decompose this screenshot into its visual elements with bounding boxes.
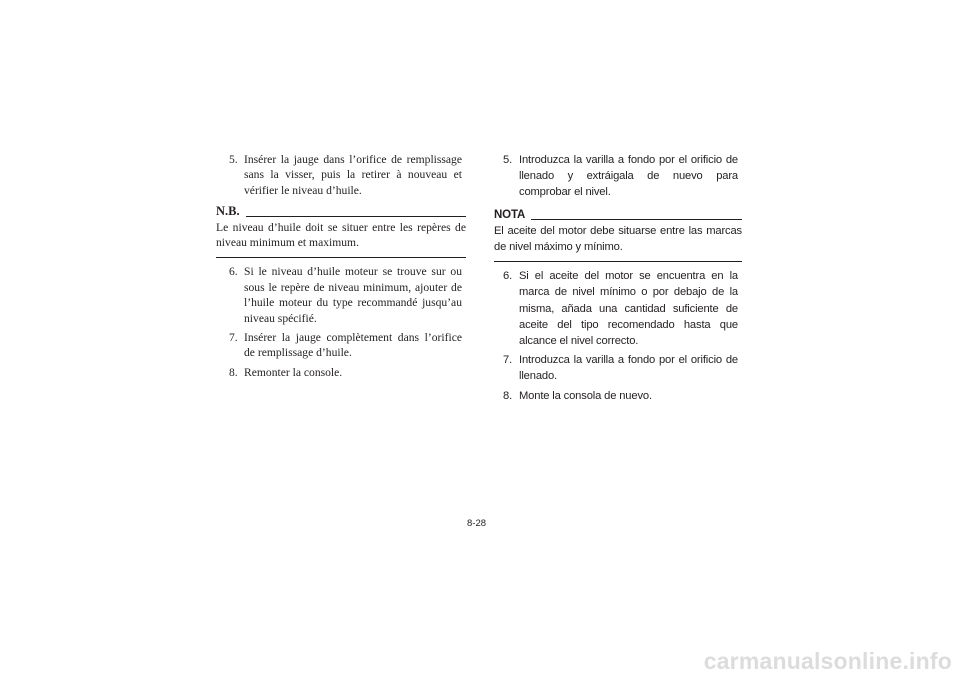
spanish-column [494,152,742,407]
note-rule [246,216,466,217]
step-number: 6. [503,270,513,283]
spanish-step-5 [494,152,742,201]
spanish-steps-after-note [494,268,742,404]
step-text: Si el aceite del motor se encuentra en la marca de nivel mínimo o por debajo de la misma, añada una cantidad suficiente de aceite del tipo recomendado hasta que alcance el nivel correcto. [519,270,738,348]
note-heading [216,204,466,219]
step-number: 8. [229,365,238,379]
french-step-8 [216,365,466,380]
spanish-step-8 [494,388,742,404]
french-note [216,204,466,258]
french-steps-after-note [216,264,466,380]
french-step-5 [216,152,466,198]
step-text: Insérer la jauge complètement dans l’orifice de remplissage d’huile. [244,331,462,360]
step-text: Introduzca la varilla a fondo por el orificio de llenado. [519,354,738,383]
note-heading [494,207,742,223]
step-text: Remonter la console. [244,365,343,379]
french-step-6 [216,264,466,326]
note-rule [531,219,742,220]
step-text: Introduzca la varilla a fondo por el orificio de llenado y extráigala de nuevo para comprobar el nivel. [519,154,738,199]
step-text: Si le niveau d’huile moteur se trouve sur ou sous le repère de niveau minimum, ajouter de l’huile moteur du type recommandé jusqu’au niveau spécifié. [244,265,462,325]
step-text: Monte la consola de nuevo. [519,389,652,402]
spanish-note [494,207,742,263]
note-text: Le niveau d’huile doit se situer entre les repères de niveau minimum et maximum. [216,220,466,259]
step-text: Insérer la jauge dans l’orifice de remplissage sans la visser, puis la retirer à nouveau et vérifier le niveau d’huile. [244,153,462,197]
note-text: El aceite del motor debe situarse entre las marcas de nivel máximo y mínimo. [494,223,742,262]
step-number: 6. [229,265,238,279]
step-number: 5. [503,154,513,166]
spanish-step-6 [494,268,742,349]
step-number: 8. [503,389,513,402]
french-step-7 [216,330,466,361]
step-number: 7. [503,354,513,367]
page-number: 8-28 [467,518,487,529]
note-label: N.B. [216,204,240,219]
spanish-step-7 [494,352,742,384]
watermark[interactable]: carmanualsonline.info [703,648,952,674]
note-label: NOTA [494,208,526,221]
step-number: 5. [229,153,238,166]
step-number: 7. [229,331,238,345]
french-column [216,152,466,384]
